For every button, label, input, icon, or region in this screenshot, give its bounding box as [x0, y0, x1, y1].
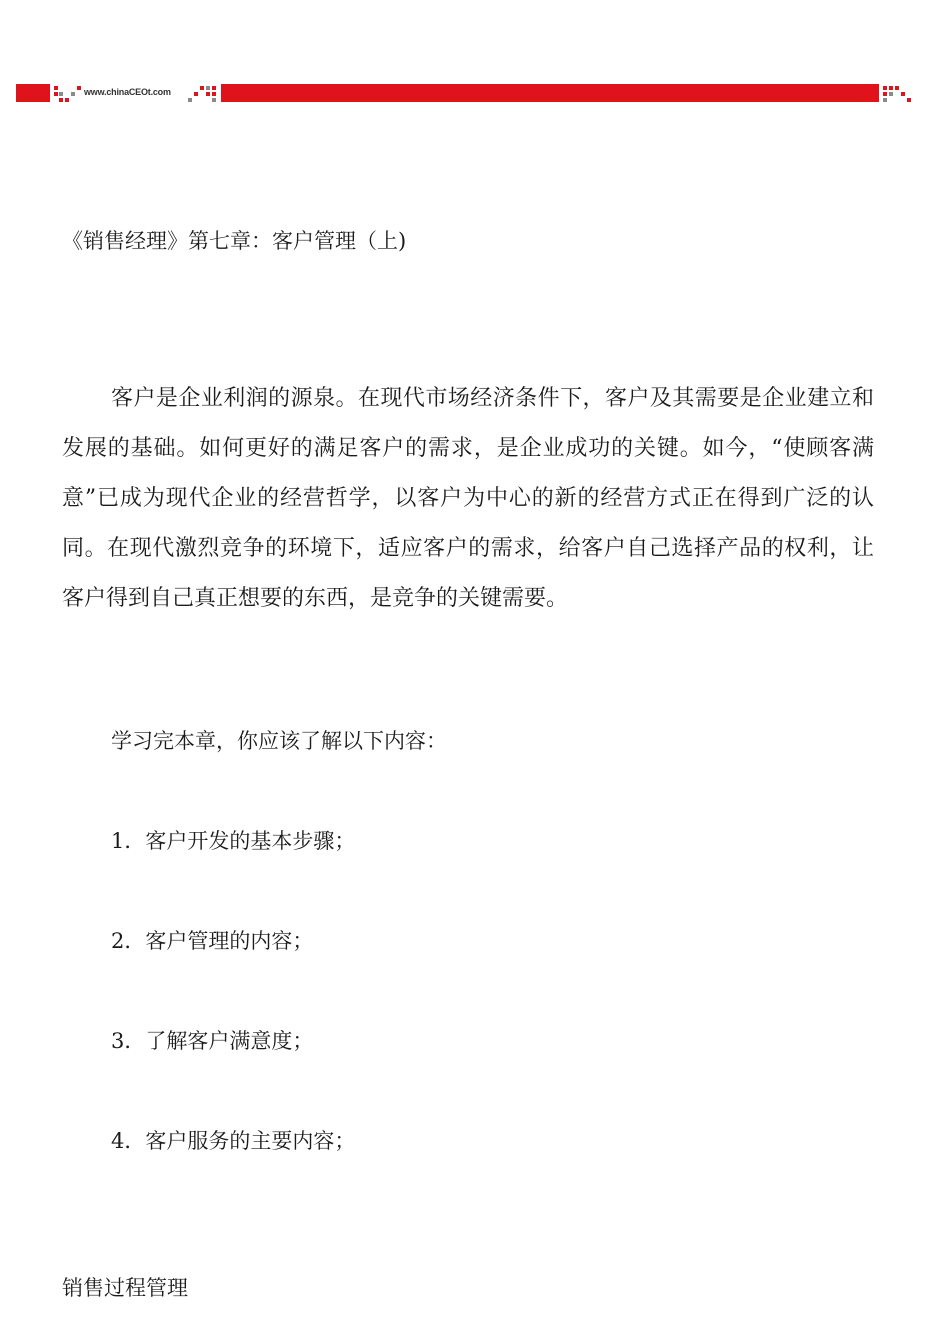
- footer-label: 销售过程管理: [62, 1276, 188, 1300]
- pixel-square: [895, 86, 899, 90]
- objective-item: 2．客户管理的内容；: [111, 929, 314, 953]
- pixel-square: [194, 92, 198, 96]
- pixel-square: [59, 98, 63, 102]
- objective-item: 1．客户开发的基本步骤；: [111, 829, 356, 853]
- intro-paragraph: 客户是企业利润的源泉。在现代市场经济条件下，客户及其需要是企业建立和发展的基础。如何更好的满足客户的需求，是企业成功的关键。如今，“使顾客满意”已成为现代企业的经营哲学，以客户为中心的新的经营方式正在得到广泛的认同。在现代激烈竞争的环境下，适应客户的需求，给客户自己选择产品的权利，让客户得到自己真正想要的东西，是竞争的关键需要。: [62, 386, 874, 611]
- pixel-square: [54, 86, 58, 90]
- pixel-square: [65, 98, 69, 102]
- objectives-lead: 学习完本章，你应该了解以下内容：: [111, 729, 447, 753]
- pixel-square: [883, 86, 887, 90]
- pixel-square: [212, 86, 216, 90]
- pixel-square: [77, 86, 81, 90]
- pixel-square: [206, 92, 210, 96]
- banner-bar-main: [221, 84, 879, 102]
- pixel-square: [188, 98, 192, 102]
- pixel-square: [212, 92, 216, 96]
- document-title: 《销售经理》第七章：客户管理（上): [62, 229, 407, 253]
- pixel-square: [59, 92, 63, 96]
- objective-item: 4．客户服务的主要内容；: [111, 1129, 356, 1153]
- objective-item: 3．了解客户满意度；: [111, 1029, 314, 1053]
- pixel-square: [901, 92, 905, 96]
- banner-bar-left: [16, 84, 50, 102]
- pixel-square: [71, 92, 75, 96]
- pixel-square: [206, 86, 210, 90]
- pixel-square: [889, 86, 893, 90]
- pixel-square: [212, 98, 216, 102]
- header-banner: [16, 82, 912, 106]
- pixel-square: [883, 98, 887, 102]
- pixel-square: [907, 98, 911, 102]
- site-logo: www.chinaCEOt.com: [84, 87, 171, 97]
- pixel-square: [889, 92, 893, 96]
- pixel-square: [883, 92, 887, 96]
- pixel-square: [54, 92, 58, 96]
- pixel-square: [200, 86, 204, 90]
